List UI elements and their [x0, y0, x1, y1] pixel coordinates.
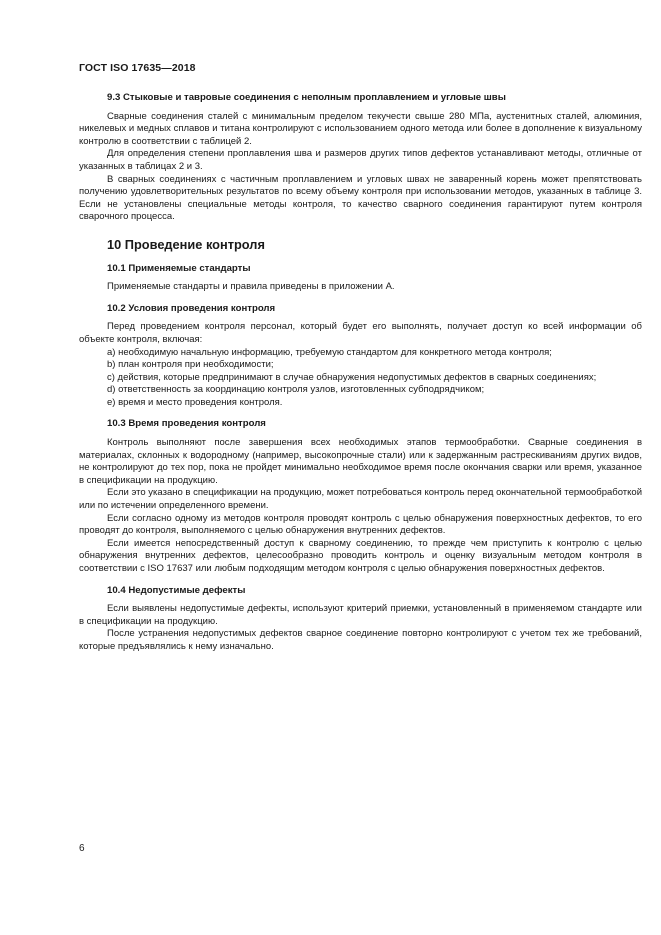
section-10-1-title: 10.1 Применяемые стандарты — [107, 262, 251, 274]
section-10-2-paragraph-1: Перед проведением контроля персонал, который будет его выполнять, получает доступ ко всей информации об объекте контроля, включая: — [79, 321, 642, 345]
section-10-4-title: 10.4 Недопустимые дефекты — [107, 584, 246, 596]
section-10-2-item-a: a) необходимую начальную информацию, требуемую стандартом для конкретного метода контроля; — [107, 346, 552, 358]
section-9-3-paragraph-1: Сварные соединения сталей с минимальным пределом текучести свыше 280 МПа, аустенитных сталей, алюминия, никелевых и медных сплавов и титана контролируют с использованием одного метода или более в дополнение к визуальному контролю в соответствии с таблицей 2. — [79, 110, 642, 147]
section-10-1-paragraph-1: Применяемые стандарты и правила приведены в приложении А. — [107, 281, 395, 293]
section-9-3-paragraph-2: Для определения степени проплавления шва и размеров других типов дефектов устанавливают методы, отличные от указанных в таблицах 2 и 3. — [79, 148, 642, 172]
section-10-3-paragraph-2: Если это указано в спецификации на продукцию, может потребоваться контроль перед окончательной термообработкой или по истечении определенного времени. — [79, 487, 642, 512]
section-10-2-item-c: c) действия, которые предпринимают в случае обнаружения недопустимых дефектов в сварных соединениях; — [107, 371, 597, 383]
document-header: ГОСТ ISO 17635—2018 — [79, 62, 196, 74]
section-10-2-title: 10.2 Условия проведения контроля — [107, 302, 276, 314]
section-10-3-paragraph-1: Контроль выполняют после завершения всех необходимых этапов термообработки. Сварные соединения в материалах, склонных к водородному (например, высокопрочные стали) или к задержанным растрескиваниям других видов, не контролируют до тех пор, пока не пройдет минимально необходимое время после окончания сварки или время, указанное в спецификации на продукцию. — [79, 437, 642, 486]
section-10-3-paragraph-4: Если имеется непосредственный доступ к сварному соединению, то прежде чем приступить к контролю с целью обнаружения внутренних дефектов, целесообразно проводить контроль и оценку визуальным методом контроля в соответствии с ISO 17637 или любым подходящим методом контроля с целью обнаружения поверхностных дефектов. — [79, 537, 642, 574]
document-body — [79, 92, 642, 654]
page-number: 6 — [79, 843, 85, 854]
section-10-4-paragraph-1: Если выявлены недопустимые дефекты, используют критерий приемки, установленный в применяемом стандарте или в спецификации на продукцию. — [79, 603, 642, 627]
section-10-2-item-d: d) ответственность за координацию контроля узлов, изготовленных субподрядчиком; — [107, 384, 485, 396]
section-10-2-item-b: b) план контроля при необходимости; — [107, 359, 274, 371]
section-10-3-paragraph-3: Если согласно одному из методов контроля проводят контроль с целью обнаружения поверхностных дефектов, то его проводят до контроля, выполняемого с целью обнаружения внутренних дефектов. — [79, 512, 642, 537]
section-9-3-paragraph-3: В сварных соединениях с частичным проплавлением и угловых швах не заваренный корень может препятствовать получению удовлетворительных результатов по всему объему контроля при использовании методов, указанных в таблице 3. Если не установлены специальные методы контроля, то качество сварного соединения гарантируют путем контроля сварочного процесса. — [79, 173, 642, 223]
section-10-4-paragraph-2: После устранения недопустимых дефектов сварное соединение повторно контролируют с учетом тех же требований, которые предъявлялись к нему изначально. — [79, 628, 642, 652]
section-10-2-item-e: e) время и место проведения контроля. — [107, 396, 283, 408]
section-10-3-title: 10.3 Время проведения контроля — [107, 418, 266, 430]
section-10-title: 10 Проведение контроля — [107, 236, 265, 252]
section-9-3-title: 9.3 Стыковые и тавровые соединения с неполным проплавлением и угловые швы — [107, 92, 506, 103]
